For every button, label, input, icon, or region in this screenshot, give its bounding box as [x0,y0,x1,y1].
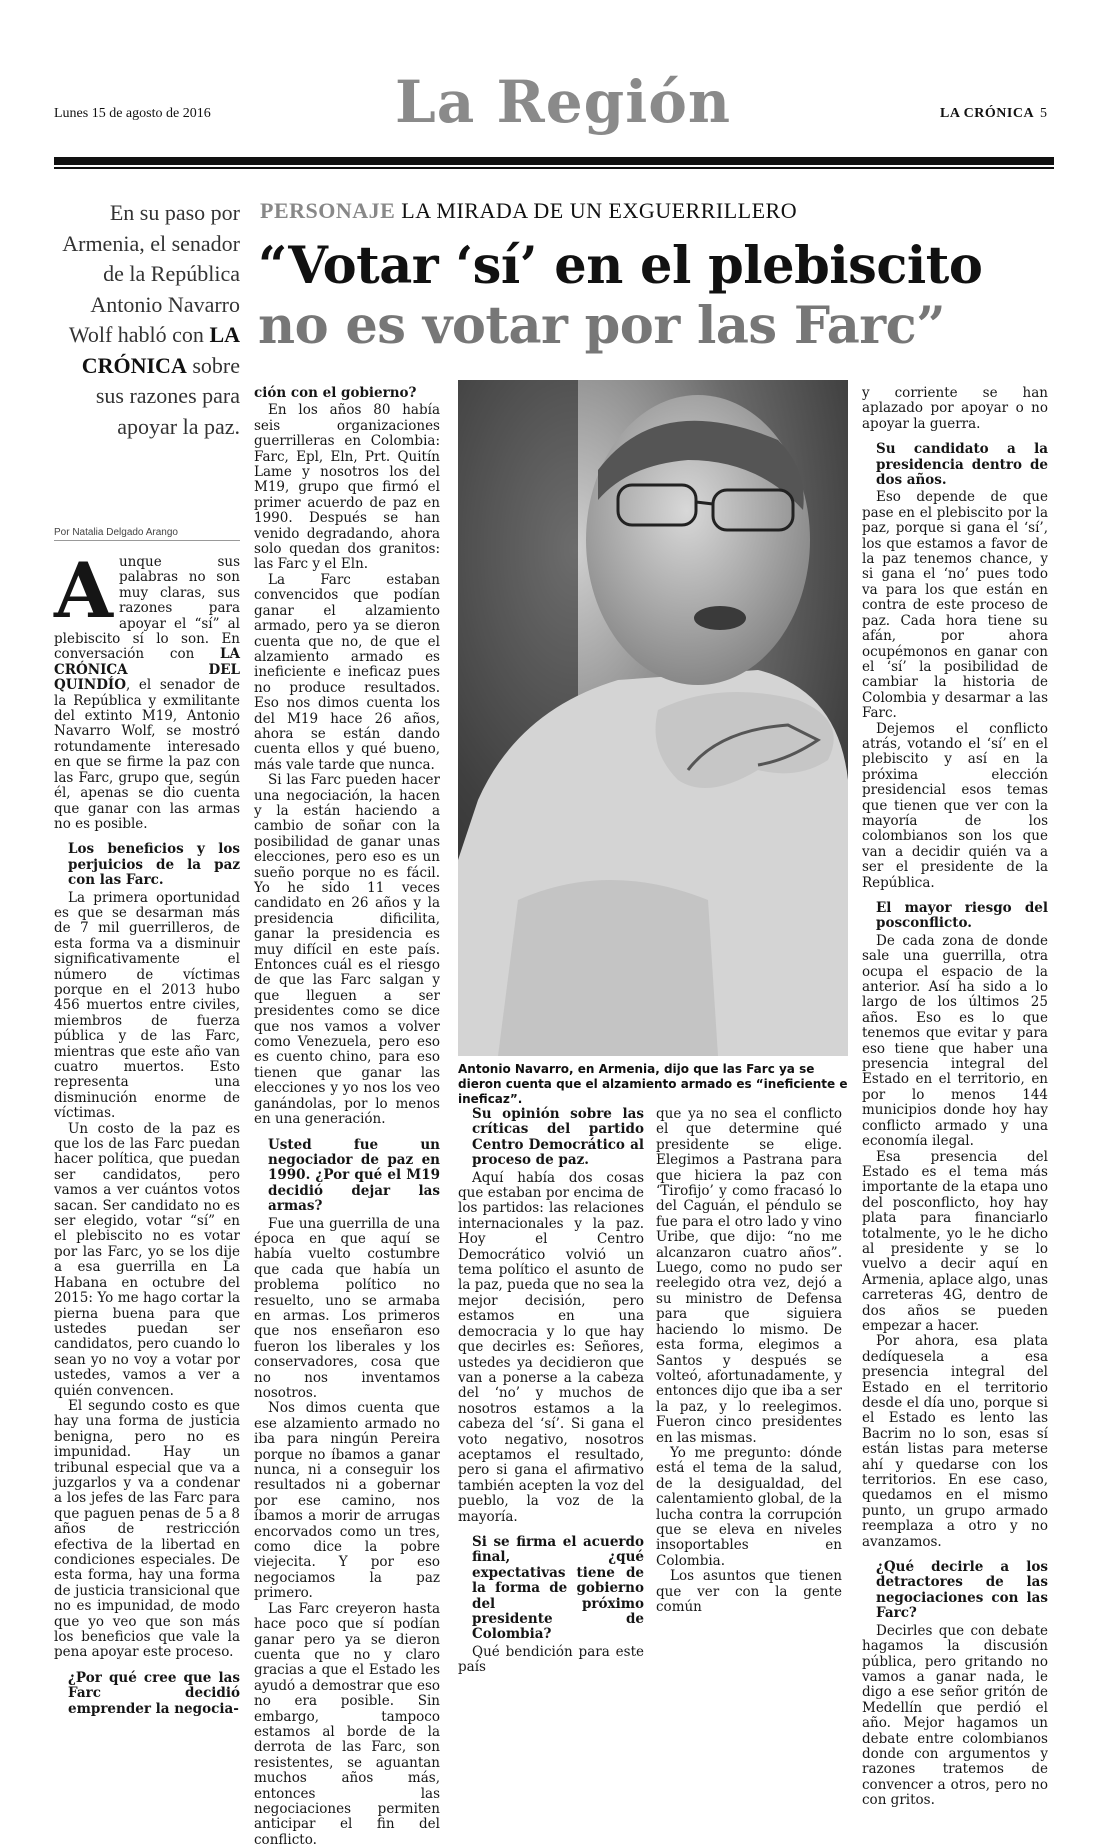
article-column-3 [458,1107,644,1676]
article-column-2 [254,386,440,1848]
question-heading: ¿Qué decirle a los detractores de las negociaciones con las Farc? [876,1559,1048,1622]
lead-text-end: , el senador de la República y exmilitante del extinto M19, Antonio Navarro Wolf, se mostró rotundamente interesado en que se firme la paz con las Farc, grupo que, según él, apenas se dio cuenta que ganar con las armas no es posible. [54,677,240,832]
question-heading: Si se firma el acuerdo final, ¿qué expectativas tiene de la forma de gobierno del próximo presidente de Colombia? [472,1533,644,1643]
lead-publication: LA CRÓNICA DEL QUINDÍO [54,646,240,694]
paragraph: Yo me pregunto: dónde está el tema de la salud, de la desigualdad, del calentamiento global, de la lucha contra la corrupción que se eleva en niveles insoportables en Colombia. [656,1444,842,1569]
article-column-1 [54,546,240,1719]
article-column-4 [656,1107,842,1615]
paragraph: El segundo costo es que hay una forma de justicia benigna, pero no es impunidad. Hay un tribunal especial que va a juzgarlos y va a condenar a los jefes de las Farc para que paguen penas de 5 a 8 años de restricción efectiva de la libertad en condiciones especiales. De esta forma, hay una forma de justicia transicional que no es impunidad, de modo que yo veo que son más los beneficios que vale la pena apoyar este proceso. [54,1397,240,1661]
question-heading: Su candidato a la presidencia dentro de dos años. [876,441,1048,489]
headline-line-1: “Votar ‘sí’ en el plebiscito [258,236,983,296]
paragraph: En los años 80 había seis organizaciones guerrilleras en Colombia: Farc, Epl, Eln, Prt. Quitín Lame y nosotros los del M19, grupo que firmó el primer acuerdo de paz en 1990. Después se han venido degradando, ahora solo quedan dos granitos: las Farc y el Eln. [254,402,440,573]
paragraph: Fue una guerrilla de una época en que aquí se había vuelto costumbre que cada que había un problema político no resuelto, uno se armaba en armas. Los primeros que nos enseñaron eso fueron los liberales y los conservadores, cosa que no nos inventamos nosotros. [254,1215,440,1401]
paragraph: y corriente se han aplazado por apoyar o no apoyar la guerra. [862,385,1048,432]
paragraph: Si las Farc pueden hacer una negociación, la hacen y la están haciendo a cambio de soñar con la posibilidad de ganar unas elecciones, pero eso es un sueño porque no es fácil. Yo he sido 11 veces candidato en 26 años y la presidencia dificilita, ganar la presidencia es muy difícil en este país. Entonces cuál es el riesgo de que las Farc salgan y que lleguen a ser presidentes como se dice que nos vamos a volver como Venezuela, pero eso es cuento chino, para eso tienen que ganar las elecciones y yo nos los veo ganándolas, por lo menos en una generación. [254,772,440,1128]
issue-date: Lunes 15 de agosto de 2016 [54,106,211,121]
paragraph: Un costo de la paz es que los de las Farc puedan hacer política, que puedan ser candidatos, pero vamos a ver cuántos votos sacan. Ser candidato no es ser elegido, votar “sí” en el plebiscito no es votar por las Farc, yo se los dije a esa guerrilla en La Habana en octubre del 2015: Yo me hago cortar la pierna buena para que ustedes puedan ser candidatos, pero cuando lo sean yo no voy a votar por ustedes, vamos a ver a quién convencen. [54,1120,240,1399]
intro-publication: LA CRÓNICA [81,322,240,378]
paragraph: Por ahora, esa plata dedíquesela a esa presencia integral del Estado en el territorio desde el día uno, porque si el Estado es lento las Bacrim no lo son, esas sí están listas para meterse ahí y quedarse con los territorios. En ese caso, quedamos en el mismo punto, un grupo armado reemplaza a otro y no avanzamos. [862,1333,1048,1550]
headline-line-2: no es votar por las Farc” [258,296,946,356]
portrait-photo-icon [458,380,848,1056]
question-heading: Su opinión sobre las críticas del partido Centro Democrático al proceso de paz. [472,1106,644,1169]
kicker-category: PERSONAJE [260,198,396,223]
paragraph: Aquí había dos cosas que estaban por encima de los partidos: las relaciones internacionales y la paz. Hoy el Centro Democrático volvió un tema político el asunto de la paz, pueda que no sea la mejor decisión, pero estamos en una democracia y lo que hay que decirles es: Señores, ustedes ya decidieron que van a ponerse a la cabeza del ‘no’ y muchos de nosotros estamos a la cabeza del ‘sí’. Si gana el voto negativo, nosotros aceptamos el resultado, pero si gana el afirmativo también acepten la voz del pueblo, la voz de la mayoría. [458,1169,644,1525]
paragraph: Dejemos el conflicto atrás, votando el ‘sí’ en el plebiscito y así en la próxima elección presidencial esos temas que tienen que ver con la mayoría de los colombianos son los que van a decidir quién va a ser el presidente de la República. [862,720,1048,891]
intro-text: En su paso por Armenia, el senador de la República Antonio Navarro Wolf habló con [62,200,240,347]
paragraph: La primera oportunidad es que se desarman más de 7 mil guerrilleros, de esta forma va a disminuir significativamente el número de víctimas porque en el 2013 hubo 456 muertos entre civiles, miembros de fuerza pública y de las Farc, mientras que este año van cuatro muertos. Esto representa una disminución enorme de víctimas. [54,889,240,1122]
photo-caption: Antonio Navarro, en Armenia, dijo que las Farc ya se dieron cuenta que el alzamiento armado es “ineficiente e ineficaz”. [458,1062,848,1106]
drop-cap: A [54,546,113,635]
question-heading: Usted fue un negociador de paz en 1990. ¿Por qué el M19 decidió dejar las armas? [268,1136,440,1215]
kicker-subtitle: LA MIRADA DE UN EXGUERRILLERO [401,198,798,223]
publication-name: LA CRÓNICA [940,106,1035,121]
question-heading-cont: ción con el gobierno? [254,385,417,401]
article-column-5 [862,386,1048,1809]
section-title: La Región [395,68,732,136]
portrait-illustration [458,380,848,1056]
question-heading: ¿Por qué cree que las Farc decidió emprender la negocia- [68,1669,240,1717]
byline-rule [54,540,240,541]
paragraph: Eso depende de que pase en el plebiscito por la paz, porque si gana el ‘sí’, los que estamos a favor de la paz tenemos chance, y si gana el ‘no’ pues todo va para los que están en contra de este proceso de paz. Cada hora tiene su afán, por ahora ocupémonos en ganar con el ‘sí’ la posibilidad de cambiar la historia de Colombia y desarmar a las Farc. [862,489,1048,722]
headline [258,236,1058,356]
paragraph: La Farc estaban convencidos que podían ganar el alzamiento armado, pero ya se dieron cuenta que no, de que el alzamiento armado es ineficiente e ineficaz pues no produce resultados. Eso nos dimos cuenta los del M19 hace 26 años, ahora se están dando cuenta ellos y qué bueno, más vale tarde que nunca. [254,571,440,773]
paragraph: que ya no sea el conflicto el que determine qué presidente se elige. Elegimos a Pastrana para que hiciera la paz con ‘Tirofijo’ y como fracasó lo del Caguán, el péndulo se fue para el otro lado y vino Uribe, que dijo: “no me alcanzaron cuatro años”. Luego, como no pudo ser reelegido otra vez, dejó a su ministro de Defensa para que siguiera haciendo lo mismo. De esta forma, elegimos a Santos y después se volteó, afortunadamente, y entonces dijo que iba a ser la paz, y lo reelegimos. Fueron cinco presidentes en las mismas. [656,1106,842,1446]
masthead-rule-thick [54,157,1054,165]
paragraph: De cada zona de donde sale una guerrilla, otra ocupa el espacio de la anterior. Así ha sido a lo largo de los últimos 25 años. Eso es lo que tenemos que evitar y para eso tiene que haber una presencia integral del Estado en el territorio, en por lo menos 144 municipios donde hoy hay conflicto armado y una economía ilegal. [862,932,1048,1150]
intro-text-end: sobre sus razones para apoyar la paz. [95,352,240,439]
question-heading: El mayor riesgo del posconflicto. [876,900,1048,932]
masthead-rule-thin [54,167,1054,169]
paragraph: Las Farc creyeron hasta hace poco que sí podían ganar pero ya se dieron cuenta que no y claro gracias a que el Estado les ayudó a demostrar que eso no era posible. Sin embargo, tampoco estamos al borde de la derrota de las Farc, son resistentes, se aguantan muchos años más, entonces las negociaciones permiten anticipar el fin del conflicto. [254,1600,440,1848]
paragraph: Decirles que con debate hagamos la discusión pública, pero gritando no vamos a ganar nada, le digo a ese señor gritón de Medellín que perdió el año. Mejor hagamos un debate entre colombianos donde con argumentos y razones tratemos de convencer a otros, pero no con gritos. [862,1622,1048,1809]
paragraph: Los asuntos que tienen que ver con la gente común [656,1568,842,1615]
question-heading: Los beneficios y los perjuicios de la paz con las Farc. [68,841,240,889]
intro-summary [54,198,240,442]
paragraph: Esa presencia del Estado es el tema más importante de la etapa uno del posconflicto, hoy hay plata para financiarlo totalmente, yo le he dicho al presidente y se lo vuelvo a decir aquí en Armenia, aplace algo, unas carreteras 4G, dentro de dos años se pueden empezar a hacer. [862,1148,1048,1334]
paragraph: Qué bendición para este país [458,1643,644,1676]
page-number: 5 [1040,106,1047,121]
lead-text: unque sus palabras no son muy claras, sus razones para apoyar el “sí” al plebiscito sí lo son. En conversación con [54,554,240,663]
byline: Por Natalia Delgado Arango [54,527,178,538]
kicker [260,198,797,224]
paragraph: Nos dimos cuenta que ese alzamiento armado no iba para ningún Pereira porque no íbamos a ganar nunca, ni a conseguir los resultados ni a gobernar por ese camino, nos íbamos a morir de arrugas encorvados como un tres, como dice la pobre viejecita. Y por eso negociamos la paz primero. [254,1400,440,1602]
